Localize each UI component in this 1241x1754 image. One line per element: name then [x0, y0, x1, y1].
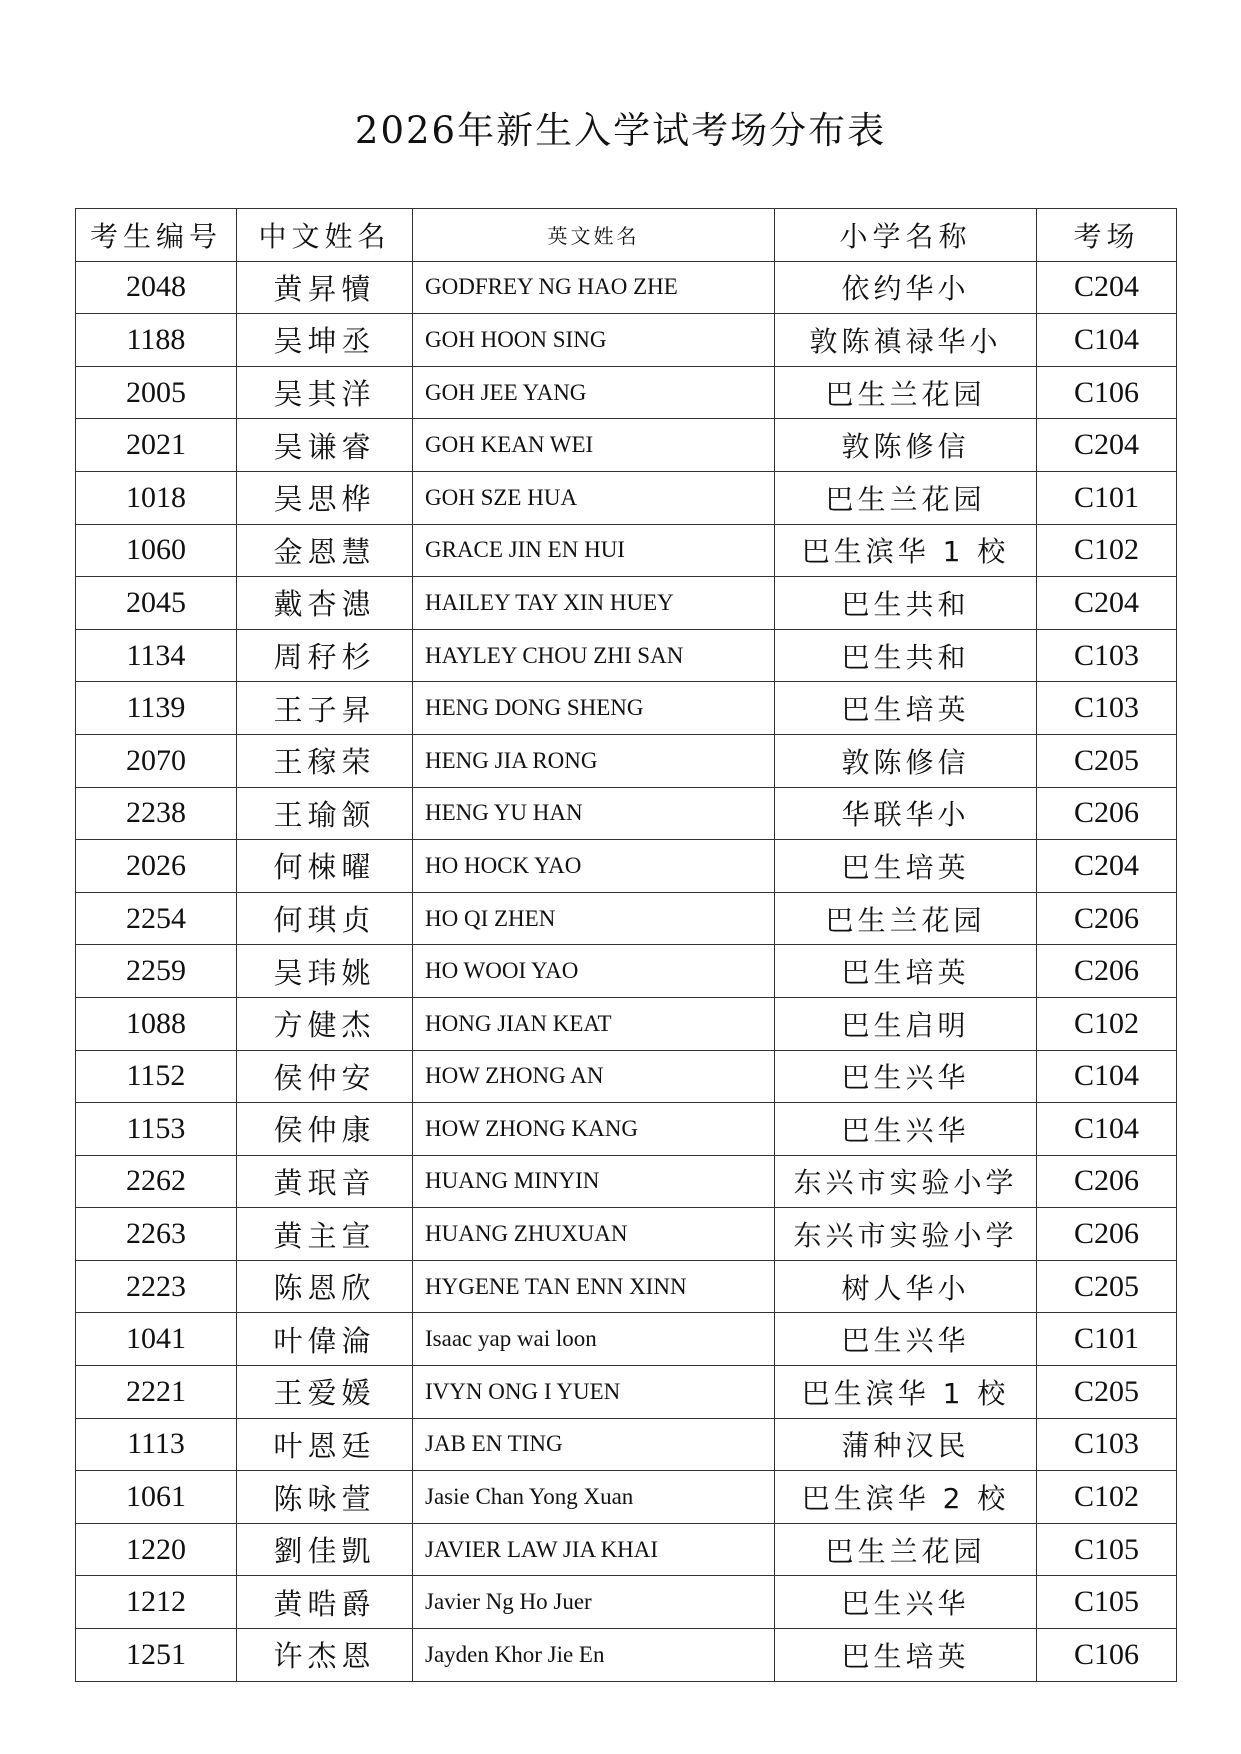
english-name-cell: HO QI ZHEN: [413, 892, 775, 945]
candidate-id-cell: 2005: [76, 366, 237, 419]
exam-room-cell: C204: [1037, 419, 1177, 472]
candidate-id-cell: 1018: [76, 471, 237, 524]
school-name-cell: 巴生兰花园: [775, 892, 1037, 945]
candidate-id-cell: 1061: [76, 1471, 237, 1524]
candidate-id-cell: 1041: [76, 1313, 237, 1366]
exam-room-cell: C204: [1037, 261, 1177, 314]
chinese-name-cell: 王爱媛: [237, 1366, 413, 1419]
chinese-name-cell: 叶偉淪: [237, 1313, 413, 1366]
exam-room-cell: C206: [1037, 945, 1177, 998]
school-name-cell: 树人华小: [775, 1260, 1037, 1313]
exam-room-cell: C103: [1037, 629, 1177, 682]
english-name-cell: GOH SZE HUA: [413, 471, 775, 524]
table-row: [76, 524, 1177, 577]
chinese-name-cell: 戴杏漶: [237, 577, 413, 630]
candidate-id-cell: 2070: [76, 734, 237, 787]
header-candidate-id: 考生编号: [76, 209, 237, 262]
table-row: [76, 1103, 1177, 1156]
candidate-id-cell: 2259: [76, 945, 237, 998]
exam-room-cell: C103: [1037, 1418, 1177, 1471]
header-primary-school: 小学名称: [775, 209, 1037, 262]
header-chinese-name: 中文姓名: [237, 209, 413, 262]
chinese-name-cell: 叶恩廷: [237, 1418, 413, 1471]
english-name-cell: HENG JIA RONG: [413, 734, 775, 787]
chinese-name-cell: 王瑜颔: [237, 787, 413, 840]
exam-room-cell: C104: [1037, 1103, 1177, 1156]
candidate-id-cell: 2048: [76, 261, 237, 314]
english-name-cell: HONG JIAN KEAT: [413, 997, 775, 1050]
exam-room-cell: C101: [1037, 1313, 1177, 1366]
exam-room-cell: C204: [1037, 840, 1177, 893]
english-name-cell: GODFREY NG HAO ZHE: [413, 261, 775, 314]
exam-room-cell: C102: [1037, 997, 1177, 1050]
table-row: [76, 1629, 1177, 1682]
table-row: [76, 1366, 1177, 1419]
english-name-cell: HOW ZHONG KANG: [413, 1103, 775, 1156]
candidate-id-cell: 1060: [76, 524, 237, 577]
english-name-cell: GOH KEAN WEI: [413, 419, 775, 472]
candidate-id-cell: 1212: [76, 1576, 237, 1629]
header-english-name: 英文姓名: [413, 209, 775, 262]
chinese-name-cell: 吴思桦: [237, 471, 413, 524]
school-name-cell: 巴生兰花园: [775, 1523, 1037, 1576]
english-name-cell: Javier Ng Ho Juer: [413, 1576, 775, 1629]
exam-room-cell: C102: [1037, 524, 1177, 577]
exam-room-cell: C204: [1037, 577, 1177, 630]
school-name-cell: 依约华小: [775, 261, 1037, 314]
exam-room-table: [75, 208, 1177, 1682]
chinese-name-cell: 吴其洋: [237, 366, 413, 419]
school-name-cell: 巴生兰花园: [775, 471, 1037, 524]
school-name-cell: 蒲种汉民: [775, 1418, 1037, 1471]
table-row: [76, 840, 1177, 893]
chinese-name-cell: 吴谦睿: [237, 419, 413, 472]
english-name-cell: Isaac yap wai loon: [413, 1313, 775, 1366]
table-row: [76, 892, 1177, 945]
exam-room-cell: C206: [1037, 1155, 1177, 1208]
table-row: [76, 1523, 1177, 1576]
english-name-cell: HAILEY TAY XIN HUEY: [413, 577, 775, 630]
candidate-id-cell: 1220: [76, 1523, 237, 1576]
table-row: [76, 629, 1177, 682]
chinese-name-cell: 方健杰: [237, 997, 413, 1050]
school-name-cell: 巴生兰花园: [775, 366, 1037, 419]
school-name-cell: 巴生培英: [775, 945, 1037, 998]
school-name-cell: 华联华小: [775, 787, 1037, 840]
table-row: [76, 1418, 1177, 1471]
table-row: [76, 261, 1177, 314]
english-name-cell: HO HOCK YAO: [413, 840, 775, 893]
table-row: [76, 997, 1177, 1050]
exam-room-cell: C106: [1037, 366, 1177, 419]
english-name-cell: HYGENE TAN ENN XINN: [413, 1260, 775, 1313]
chinese-name-cell: 侯仲安: [237, 1050, 413, 1103]
table-row: [76, 1155, 1177, 1208]
table-row: [76, 419, 1177, 472]
exam-room-cell: C205: [1037, 1260, 1177, 1313]
candidate-id-cell: 2262: [76, 1155, 237, 1208]
exam-room-cell: C103: [1037, 682, 1177, 735]
english-name-cell: IVYN ONG I YUEN: [413, 1366, 775, 1419]
candidate-id-cell: 2263: [76, 1208, 237, 1261]
table-row: [76, 471, 1177, 524]
candidate-id-cell: 2238: [76, 787, 237, 840]
exam-room-cell: C105: [1037, 1523, 1177, 1576]
school-name-cell: 巴生兴华: [775, 1050, 1037, 1103]
candidate-id-cell: 1088: [76, 997, 237, 1050]
school-name-cell: 巴生启明: [775, 997, 1037, 1050]
table-row: [76, 1471, 1177, 1524]
school-name-cell: 东兴市实验小学: [775, 1208, 1037, 1261]
exam-room-cell: C105: [1037, 1576, 1177, 1629]
english-name-cell: GOH HOON SING: [413, 314, 775, 367]
candidate-id-cell: 1153: [76, 1103, 237, 1156]
exam-room-cell: C206: [1037, 787, 1177, 840]
candidate-id-cell: 1251: [76, 1629, 237, 1682]
exam-room-cell: C206: [1037, 1208, 1177, 1261]
english-name-cell: HENG YU HAN: [413, 787, 775, 840]
table-row: [76, 314, 1177, 367]
chinese-name-cell: 吴坤丞: [237, 314, 413, 367]
exam-room-cell: C205: [1037, 1366, 1177, 1419]
table-row: [76, 1576, 1177, 1629]
header-exam-room: 考场: [1037, 209, 1177, 262]
chinese-name-cell: 黄主宣: [237, 1208, 413, 1261]
english-name-cell: JAB EN TING: [413, 1418, 775, 1471]
candidate-id-cell: 2021: [76, 419, 237, 472]
table-row: [76, 945, 1177, 998]
english-name-cell: Jayden Khor Jie En: [413, 1629, 775, 1682]
page-title: 2026年新生入学试考场分布表: [354, 109, 887, 152]
school-name-cell: 巴生培英: [775, 840, 1037, 893]
school-name-cell: 敦陈禛禄华小: [775, 314, 1037, 367]
table-row: [76, 682, 1177, 735]
school-name-cell: 巴生兴华: [775, 1313, 1037, 1366]
school-name-cell: 巴生兴华: [775, 1576, 1037, 1629]
chinese-name-cell: 何琪贞: [237, 892, 413, 945]
english-name-cell: HUANG MINYIN: [413, 1155, 775, 1208]
candidate-id-cell: 1139: [76, 682, 237, 735]
english-name-cell: GRACE JIN EN HUI: [413, 524, 775, 577]
school-name-cell: 巴生滨华 2 校: [775, 1471, 1037, 1524]
exam-room-cell: C104: [1037, 1050, 1177, 1103]
exam-room-cell: C106: [1037, 1629, 1177, 1682]
chinese-name-cell: 黄晧爵: [237, 1576, 413, 1629]
school-name-cell: 巴生兴华: [775, 1103, 1037, 1156]
school-name-cell: 巴生培英: [775, 682, 1037, 735]
chinese-name-cell: 周秄杉: [237, 629, 413, 682]
chinese-name-cell: 黄昇犢: [237, 261, 413, 314]
chinese-name-cell: 劉佳凱: [237, 1523, 413, 1576]
english-name-cell: HO WOOI YAO: [413, 945, 775, 998]
chinese-name-cell: 黄珉音: [237, 1155, 413, 1208]
chinese-name-cell: 何梀曜: [237, 840, 413, 893]
chinese-name-cell: 王稼荣: [237, 734, 413, 787]
candidate-id-cell: 2045: [76, 577, 237, 630]
candidate-id-cell: 2221: [76, 1366, 237, 1419]
chinese-name-cell: 吴玮姚: [237, 945, 413, 998]
exam-room-cell: C205: [1037, 734, 1177, 787]
table-row: [76, 366, 1177, 419]
table-row: [76, 734, 1177, 787]
table-row: [76, 1313, 1177, 1366]
table-row: [76, 577, 1177, 630]
english-name-cell: GOH JEE YANG: [413, 366, 775, 419]
chinese-name-cell: 陈咏萱: [237, 1471, 413, 1524]
candidate-id-cell: 2026: [76, 840, 237, 893]
exam-room-cell: C104: [1037, 314, 1177, 367]
table-row: [76, 1260, 1177, 1313]
exam-room-cell: C102: [1037, 1471, 1177, 1524]
candidate-id-cell: 1134: [76, 629, 237, 682]
table-row: [76, 1208, 1177, 1261]
english-name-cell: HOW ZHONG AN: [413, 1050, 775, 1103]
table-row: [76, 787, 1177, 840]
table-header-row: [76, 209, 1177, 262]
english-name-cell: Jasie Chan Yong Xuan: [413, 1471, 775, 1524]
exam-room-cell: C206: [1037, 892, 1177, 945]
chinese-name-cell: 许杰恩: [237, 1629, 413, 1682]
candidate-id-cell: 2223: [76, 1260, 237, 1313]
chinese-name-cell: 金恩慧: [237, 524, 413, 577]
chinese-name-cell: 陈恩欣: [237, 1260, 413, 1313]
english-name-cell: HAYLEY CHOU ZHI SAN: [413, 629, 775, 682]
school-name-cell: 巴生滨华 1 校: [775, 524, 1037, 577]
school-name-cell: 敦陈修信: [775, 419, 1037, 472]
candidate-id-cell: 1188: [76, 314, 237, 367]
chinese-name-cell: 王子昇: [237, 682, 413, 735]
english-name-cell: JAVIER LAW JIA KHAI: [413, 1523, 775, 1576]
exam-room-cell: C101: [1037, 471, 1177, 524]
candidate-id-cell: 1152: [76, 1050, 237, 1103]
school-name-cell: 巴生培英: [775, 1629, 1037, 1682]
school-name-cell: 巴生滨华 1 校: [775, 1366, 1037, 1419]
school-name-cell: 敦陈修信: [775, 734, 1037, 787]
school-name-cell: 东兴市实验小学: [775, 1155, 1037, 1208]
chinese-name-cell: 侯仲康: [237, 1103, 413, 1156]
english-name-cell: HUANG ZHUXUAN: [413, 1208, 775, 1261]
school-name-cell: 巴生共和: [775, 629, 1037, 682]
english-name-cell: HENG DONG SHENG: [413, 682, 775, 735]
table-row: [76, 1050, 1177, 1103]
school-name-cell: 巴生共和: [775, 577, 1037, 630]
candidate-id-cell: 1113: [76, 1418, 237, 1471]
candidate-id-cell: 2254: [76, 892, 237, 945]
